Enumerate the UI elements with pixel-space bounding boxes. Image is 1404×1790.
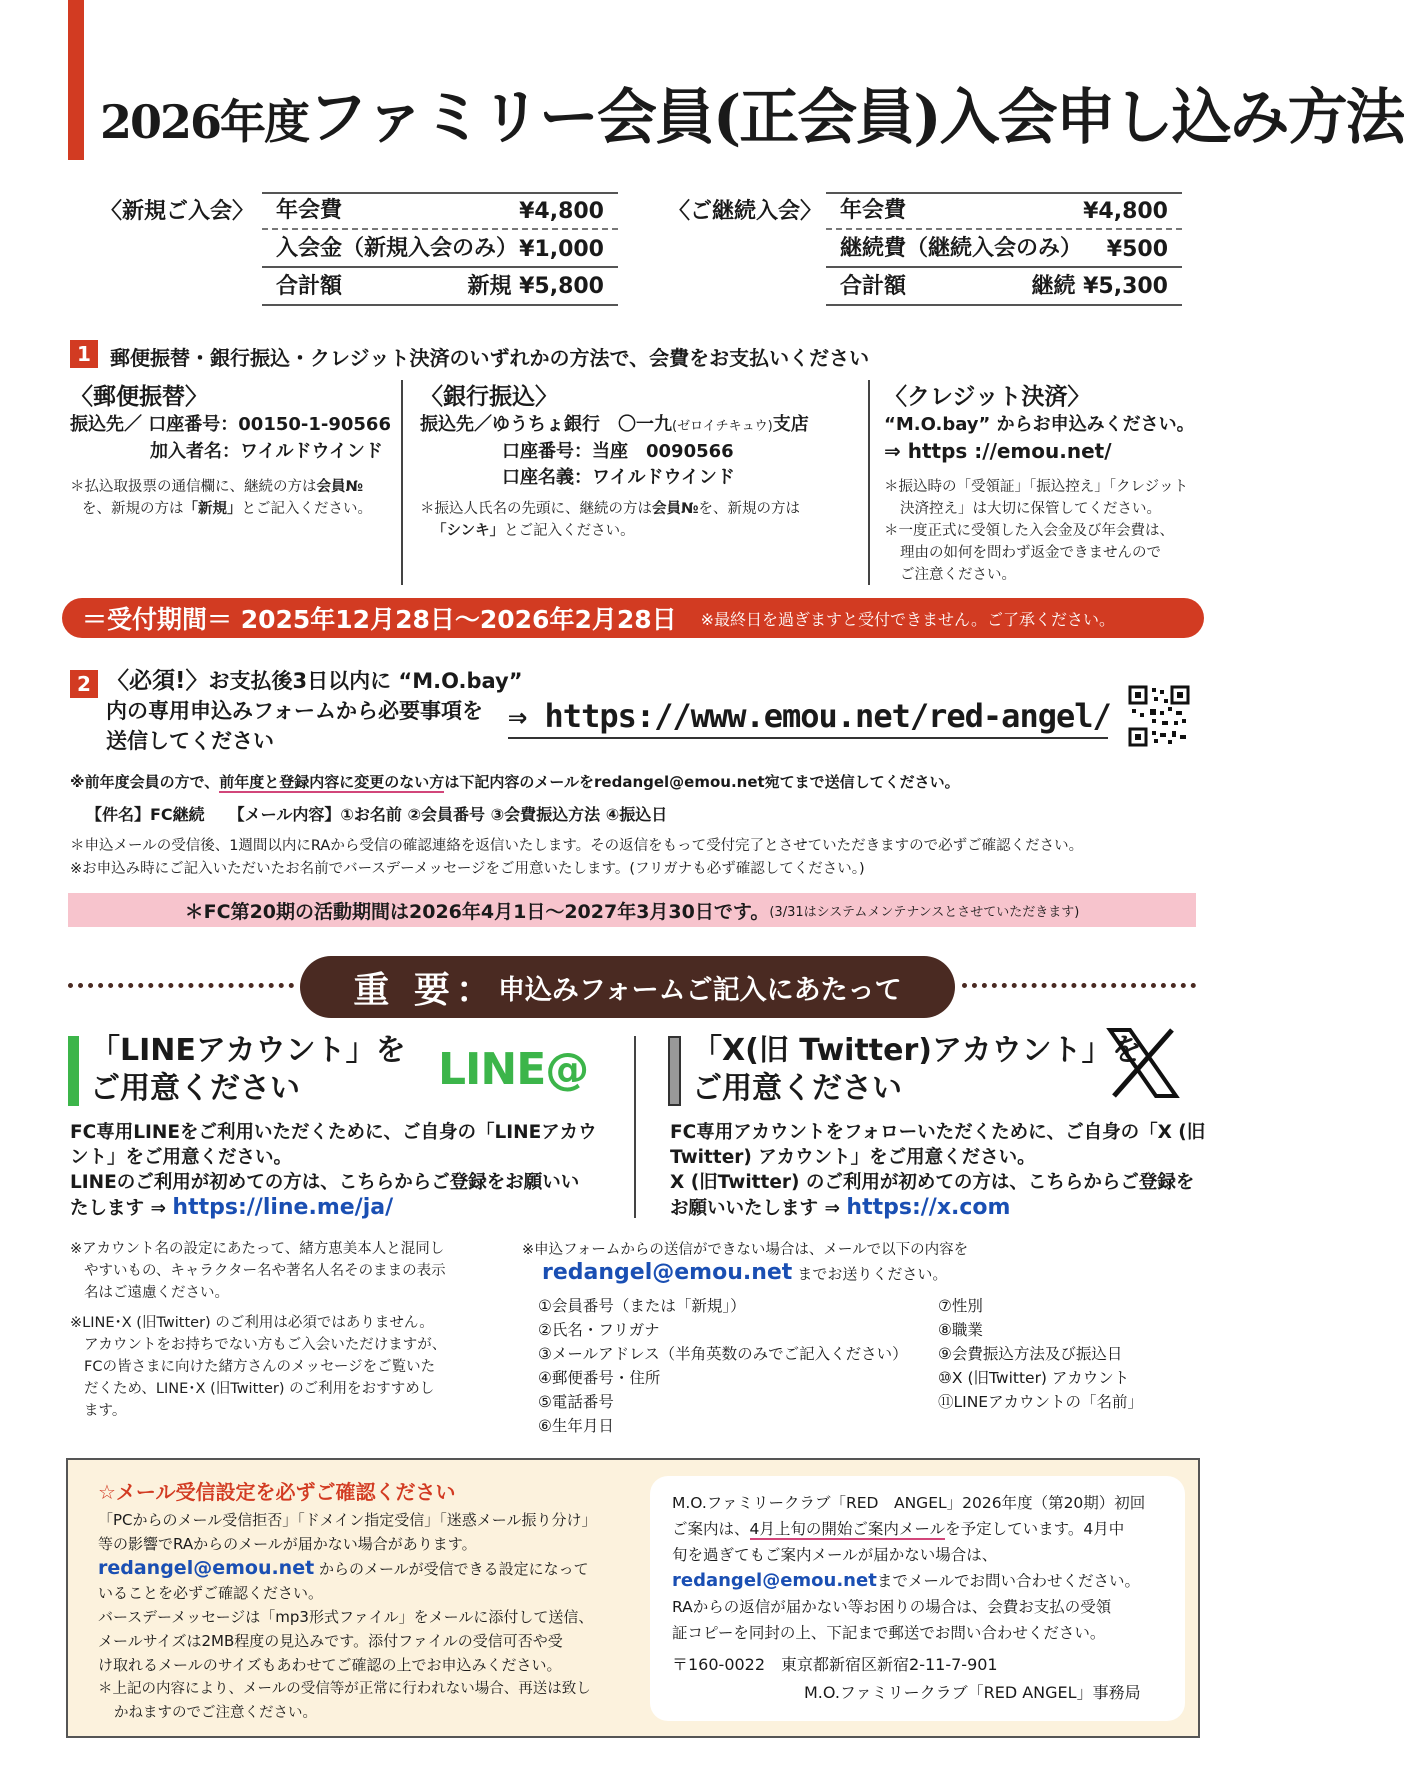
bank-branch: 振込先／ゆうちょ銀行 〇一九(ゼロイチキュウ)支店 bbox=[420, 414, 809, 435]
first-notice-body: M.O.ファミリークラブ「RED ANGEL」2026年度（第20期）初回 ご案内は、4月上旬の開始ご案内メールを予定しています。4月中 旬を過ぎてもご案内メールが届かない場合は、 redangel@emou.netまでメールでお問い合わせください。 RAからの返信が届かない等お困りの場合は、会費お支払の受領 証コピーを同封の上、下記まで郵送でお問い合わせください。 bbox=[672, 1494, 1146, 1642]
activity-period: ＊FC第20期の活動期間は2026年4月1日～2027年3月30日です。 bbox=[184, 900, 770, 923]
title-main: ファミリー会員(正会員)入会申し込み方法 bbox=[308, 83, 1404, 153]
qr-code-icon[interactable] bbox=[1128, 685, 1190, 747]
account-notes: ※アカウント名の設定にあたって、緒方恵美本人と混同し やすいもの、キャラクター名や著名人名そのままの表示 名はご遠慮ください。 ※LINE･X (旧Twitter) のご利用は必須ではありません。 アカウントをお持ちでない方もご入会いただけますが、 FCの皆さまに向けた緒方さんのメッセージをご覧いた だくため、LINE･X (旧Twitter) のご利用をおすすめし ます。 bbox=[70, 1241, 447, 1419]
bank-account-number: 口座番号：当座 0090566 bbox=[502, 441, 734, 462]
birthday-note: ※お申込み時にご記入いただいたお名前でバースデーメッセージをご用意いたします。(フリガナも必ず確認してください。) bbox=[70, 861, 865, 877]
fee-row: 年会費 ¥4,800 bbox=[262, 192, 618, 230]
credit-url[interactable]: ⇒ https ://emou.net/ bbox=[884, 439, 1112, 463]
bank-note: ＊振込人氏名の先頭に、継続の方は会員№を、新規の方は 「シンキ」とご記入ください。 bbox=[420, 501, 800, 539]
mail-fallback-address: redangel@emou.net までお送りください。 bbox=[542, 1260, 948, 1285]
list-item: ①会員番号（または「新規」） bbox=[538, 1297, 746, 1315]
step-2-number: 2 bbox=[70, 670, 98, 698]
line-account-heading: 「LINEアカウント」を ご用意ください bbox=[90, 1033, 406, 1106]
list-item: ⑧職業 bbox=[938, 1321, 983, 1339]
column-divider bbox=[868, 380, 870, 585]
line-accent-bar bbox=[68, 1036, 79, 1106]
fee-row: 継続費（継続入会のみ） ¥500 bbox=[826, 230, 1182, 268]
bank-account-name: 口座名義：ワイルドウインド bbox=[502, 467, 735, 488]
x-account-body: FC専用アカウントをフォローいただくために、ご自身の「X (旧 Twitter) アカウント」をご用意ください。 X (旧Twitter) のご利用が初めての方は、こちらからご登録を お願いいたします ⇒ https://x.com bbox=[670, 1122, 1206, 1220]
postal-holder: 加入者名：ワイルドウインド bbox=[150, 441, 383, 462]
mail-fallback-intro: ※申込フォームからの送信ができない場合は、メールで以下の内容を bbox=[522, 1242, 969, 1258]
list-item: ②氏名・フリガナ bbox=[538, 1321, 660, 1339]
settings-email[interactable]: redangel@emou.net bbox=[98, 1557, 315, 1579]
line-logo: LINE@ bbox=[438, 1044, 589, 1095]
new-fee-table bbox=[262, 192, 618, 306]
fee-row: 合計額 新規 ¥5,800 bbox=[262, 268, 618, 306]
fee-row: 入会金（新規入会のみ） ¥1,000 bbox=[262, 230, 618, 268]
line-url[interactable]: https://line.me/ja/ bbox=[172, 1195, 394, 1220]
inquiry-email[interactable]: redangel@emou.net bbox=[672, 1570, 877, 1591]
list-item: ⑦性別 bbox=[938, 1297, 983, 1315]
bank-title: 〈銀行振込〉 bbox=[420, 384, 558, 410]
x-account-heading: 「X(旧 Twitter)アカウント」を ご用意ください bbox=[692, 1033, 1142, 1106]
column-divider bbox=[634, 1036, 636, 1218]
list-item: ⑨会費振込方法及び振込日 bbox=[938, 1345, 1123, 1363]
renew-fee-table bbox=[826, 192, 1182, 306]
new-member-label: 〈新規ご入会〉 bbox=[100, 199, 255, 224]
list-item: ⑥生年月日 bbox=[538, 1417, 614, 1435]
credit-instruction: “M.O.bay” からお申込みください。 bbox=[884, 414, 1195, 435]
step-1-heading: 郵便振替・銀行振込・クレジット決済のいずれかの方法で、会費をお支払いください bbox=[110, 346, 870, 370]
reception-note: ※最終日を過ぎますと受付できません。ご了承ください。 bbox=[700, 609, 1116, 629]
list-item: ⑩X (旧Twitter) アカウント bbox=[938, 1369, 1130, 1387]
dotted-divider bbox=[68, 983, 294, 988]
office-address: 〒160-0022 東京都新宿区新宿2-11-7-901 bbox=[672, 1655, 998, 1674]
step-2-instruction: 〈必須!〉お支払後3日以内に “M.O.bay” 内の専用申込みフォームから必要事項を 送信してください bbox=[106, 668, 523, 753]
previous-member-note: ※前年度会員の方で、前年度と登録内容に変更のない方は下記内容のメールをredangel@emou.net宛てまで送信してください。 bbox=[70, 773, 960, 791]
fee-row: 合計額 継続 ¥5,300 bbox=[826, 268, 1182, 306]
important-banner bbox=[300, 956, 955, 1018]
postal-title: 〈郵便振替〉 bbox=[70, 384, 208, 410]
required-items-right bbox=[938, 1294, 1143, 1414]
renewal-mail-format: 【件名】FC継続 【メール内容】①お名前 ②会員番号 ③会費振込方法 ④振込日 bbox=[86, 805, 668, 824]
required-items-left bbox=[538, 1294, 908, 1438]
list-item: ③メールアドレス（半角英数のみでご記入ください） bbox=[538, 1345, 908, 1363]
postal-account: 振込先／ 口座番号：00150-1-90566 bbox=[70, 414, 391, 435]
application-form-url[interactable]: ⇒ https://www.emou.net/red-angel/ bbox=[508, 697, 1108, 739]
x-url[interactable]: https://x.com bbox=[846, 1195, 1011, 1220]
list-item: ⑤電話番号 bbox=[538, 1393, 614, 1411]
reception-period-bar bbox=[62, 598, 1204, 638]
x-accent-bar bbox=[668, 1036, 681, 1106]
step-1-number: 1 bbox=[70, 340, 98, 368]
dotted-divider bbox=[962, 983, 1196, 988]
important-label: 重 要： bbox=[353, 969, 498, 1011]
column-divider bbox=[401, 380, 403, 585]
fallback-email[interactable]: redangel@emou.net bbox=[542, 1260, 793, 1285]
maintenance-note: (3/31はシステムメンテナンスとさせていただきます) bbox=[769, 904, 1080, 920]
mail-settings-body: 「PCからのメール受信拒否」「ドメイン指定受信」「迷惑メール振り分け」 等の影響でRAからのメールが届かない場合があります。 redangel@emou.net からのメールが受信できる設定になって いることを必ずご確認ください。 バースデーメッセージは「mp3形式ファイル」をメールに添付して送信、 メールサイズは2MB程度の見込みです。添付ファイルの受信可否や受 け取れるメールのサイズもあわせてご確認の上でお申込みください。 ＊上記の内容により、メールの受信等が正常に行われない場合、再送は致し かねますのでご注意ください。 bbox=[98, 1511, 597, 1721]
title-accent-bar bbox=[68, 0, 84, 160]
page-title bbox=[100, 70, 1404, 156]
credit-title: 〈クレジット決済〉 bbox=[884, 384, 1091, 410]
credit-note: ＊振込時の「受領証」「振込控え」「クレジット 決済控え」は大切に保管してください。 ＊一度正式に受領した入会金及び年会費は、 理由の如何を問わず返金できませんので ご注意ください。 bbox=[884, 479, 1189, 583]
reception-period: ＝受付期間＝ 2025年12月28日～2026年2月28日 bbox=[82, 605, 677, 634]
x-logo-icon bbox=[1106, 1026, 1180, 1100]
renew-member-label: 〈ご継続入会〉 bbox=[668, 199, 823, 224]
activity-period-bar bbox=[68, 893, 1196, 927]
postal-note: ＊払込取扱票の通信欄に、継続の方は会員№ を、新規の方は「新規」とご記入ください。 bbox=[70, 479, 372, 517]
important-subtitle: 申込みフォームご記入にあたって bbox=[497, 974, 902, 1006]
fee-row: 年会費 ¥4,800 bbox=[826, 192, 1182, 230]
line-account-body: FC専用LINEをご利用いただくために、ご自身の「LINEアカウ ント」をご用意ください。 LINEのご利用が初めての方は、こちらからご登録をお願いい たします ⇒ https://line.me/ja/ bbox=[70, 1122, 597, 1220]
confirmation-note: ＊申込メールの受信後、1週間以内にRAから受信の確認連絡を返信いたします。その返信をもって受付完了とさせていただきますので必ずご確認ください。 bbox=[70, 838, 1084, 854]
list-item: ④郵便番号・住所 bbox=[538, 1369, 661, 1387]
mail-settings-title: ☆メール受信設定を必ずご確認ください bbox=[98, 1480, 456, 1504]
title-year: 2026年度 bbox=[100, 95, 309, 149]
office-name: M.O.ファミリークラブ「RED ANGEL」事務局 bbox=[804, 1683, 1141, 1702]
list-item: ⑪LINEアカウントの「名前」 bbox=[938, 1393, 1143, 1411]
